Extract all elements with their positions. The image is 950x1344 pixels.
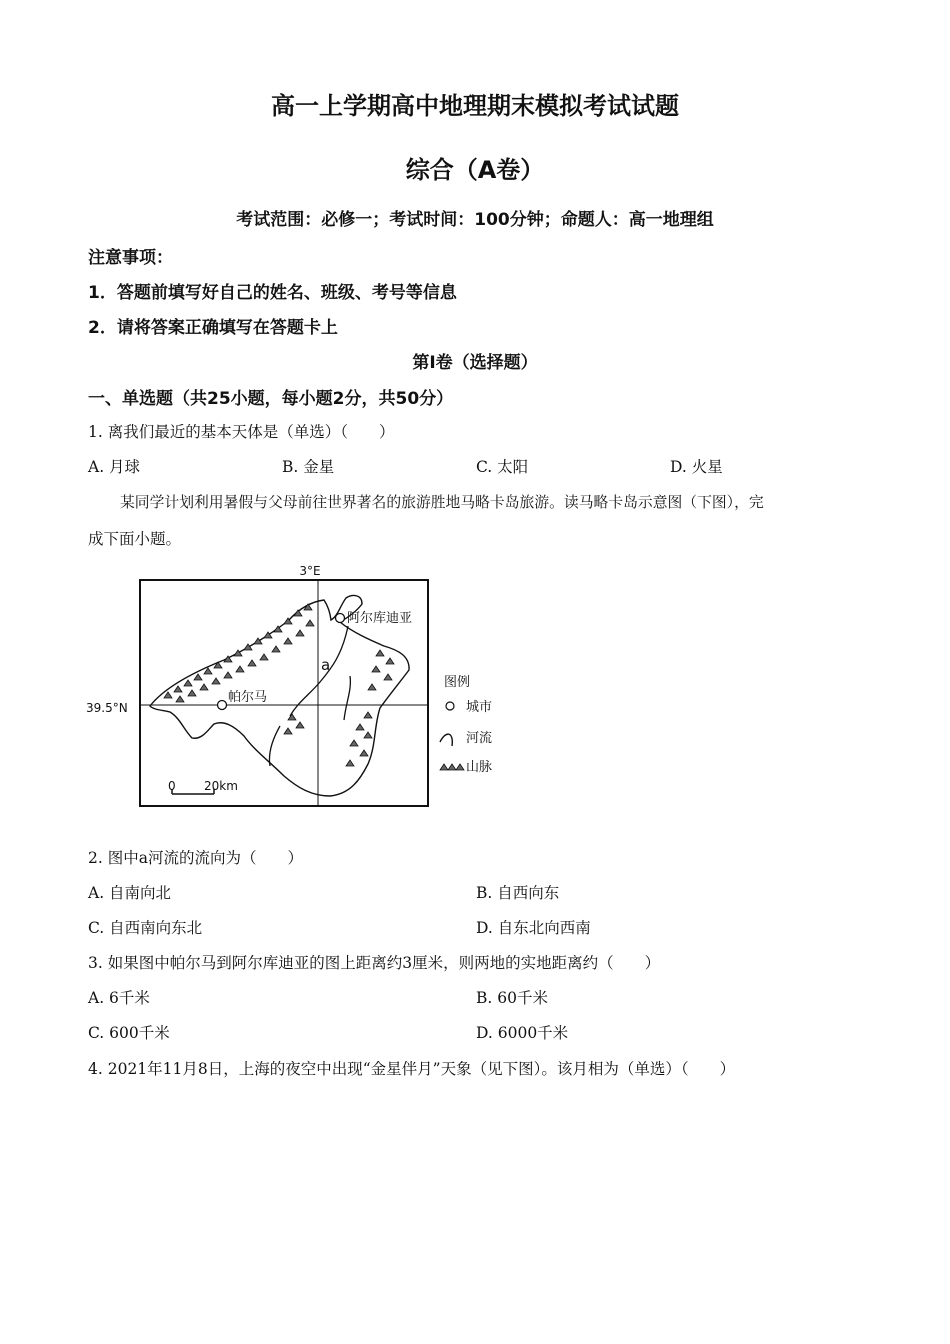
q1-option-d: D. 火星 [670, 458, 723, 476]
river-label: a [321, 656, 331, 674]
city-marker-alcudia [336, 614, 345, 623]
legend-river-label: 河流 [466, 731, 493, 746]
q2-option-b: B. 自西向东 [476, 884, 560, 902]
city-label-alcudia: 阿尔库迪亚 [347, 611, 413, 626]
city-marker-palma [218, 701, 227, 710]
passage-line-2: 成下面小题。 [88, 530, 182, 548]
legend-title: 图例 [444, 675, 471, 690]
q3-option-c: C. 600千米 [88, 1024, 170, 1042]
q3-option-d: D. 6000千米 [476, 1024, 569, 1042]
mallorca-map [84, 560, 514, 812]
notice-item: 1．答题前填写好自己的姓名、班级、考号等信息 [88, 283, 457, 303]
q1-option-a: A. 月球 [88, 458, 141, 476]
river-a [290, 626, 348, 716]
longitude-label: 3°E [299, 564, 321, 578]
page-title: 高一上学期高中地理期末模拟考试试题 [271, 92, 679, 120]
mountain-range-central [284, 714, 304, 734]
question-1-stem: 1. 离我们最近的基本天体是（单选）（ ） [88, 423, 395, 441]
river [344, 676, 350, 720]
city-label-palma: 帕尔马 [228, 690, 268, 705]
q3-option-b: B. 60千米 [476, 989, 548, 1007]
q2-option-a: A. 自南向北 [88, 884, 172, 902]
mountain-range-east [346, 650, 394, 766]
part-title: 第I卷（选择题） [412, 353, 538, 373]
scale-distance-label: 20km [204, 779, 238, 793]
notice-heading: 注意事项： [88, 248, 173, 268]
mountain-range-northwest [164, 604, 314, 702]
page-subtitle: 综合（A卷） [405, 156, 545, 184]
question-3-stem: 3. 如果图中帕尔马到阿尔库迪亚的图上距离约3厘米，则两地的实地距离约（ ） [88, 954, 661, 972]
legend-river-icon [440, 734, 452, 746]
latitude-label: 39.5°N [86, 701, 128, 715]
q2-option-c: C. 自西南向东北 [88, 919, 203, 937]
legend-mountain-label: 山脉 [466, 760, 493, 775]
exam-info: 考试范围：必修一；考试时间：100分钟；命题人：高一地理组 [236, 210, 714, 230]
question-4-stem: 4. 2021年11月8日，上海的夜空中出现“金星伴月”天象（见下图）。该月相为（单选）（ ） [88, 1060, 736, 1078]
q3-option-a: A. 6千米 [88, 989, 150, 1007]
q1-option-c: C. 太阳 [476, 458, 529, 476]
q1-option-b: B. 金星 [282, 458, 335, 476]
passage-line-1: 某同学计划利用暑假与父母前往世界著名的旅游胜地马略卡岛旅游。读马略卡岛示意图（下图），完 [120, 494, 764, 511]
river [269, 726, 280, 766]
question-2-stem: 2. 图中a河流的流向为（ ） [88, 849, 303, 867]
section-title: 一、单选题（共25小题，每小题2分，共50分） [88, 389, 454, 409]
legend-city-icon [446, 702, 454, 710]
legend-mountain-icon [440, 764, 464, 770]
notice-item: 2．请将答案正确填写在答题卡上 [88, 318, 338, 338]
legend-city-label: 城市 [466, 700, 493, 715]
q2-option-d: D. 自东北向西南 [476, 919, 591, 937]
scale-zero-label: 0 [168, 779, 176, 793]
